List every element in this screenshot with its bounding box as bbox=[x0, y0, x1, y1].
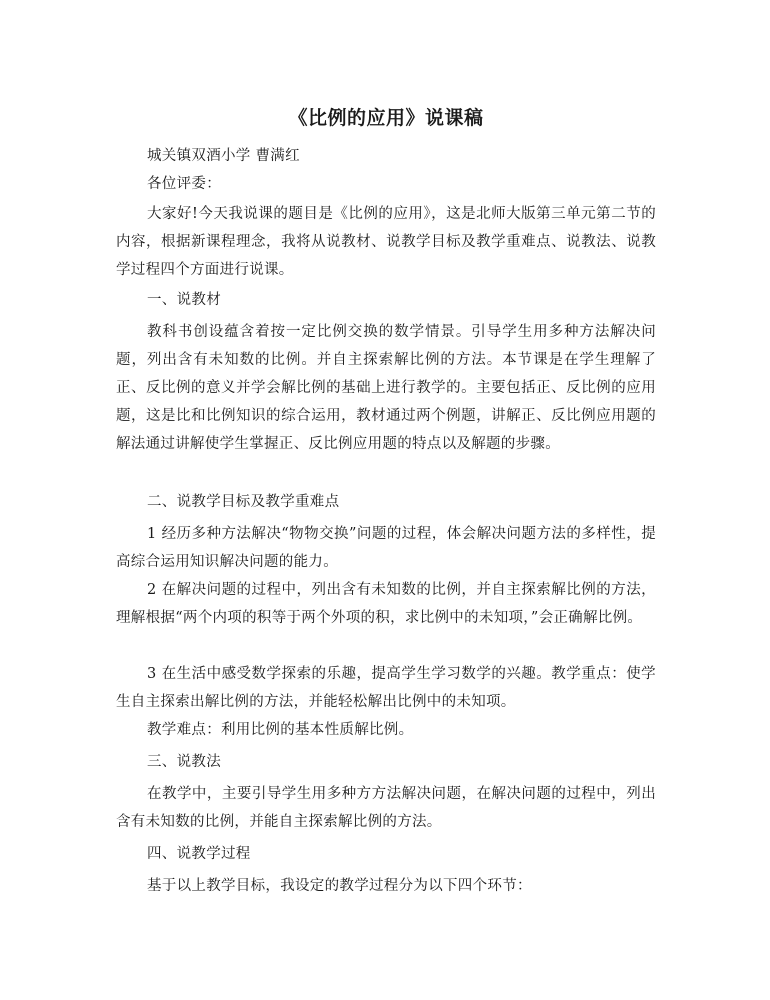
objective-2: 2 在解决问题的过程中，列出含有未知数的比例，并自主探索解比例的方法，理解根据“两个内项的积等于两个外项的积，求比例中的未知项，”会正确解比例。 bbox=[116, 582, 656, 626]
document-title: 《比例的应用》说课稿 bbox=[288, 107, 484, 129]
section-heading-textbook: 一、说教材 bbox=[147, 292, 221, 308]
author-line: 城关镇双酒小学 曹满红 bbox=[147, 148, 300, 164]
section-heading-methods: 三、说教法 bbox=[147, 754, 221, 770]
textbook-paragraph: 教科书创设蕴含着按一定比例交换的数学情景。引导学生用多种方法解决问题，列出含有未知数的比例。并自主探索解比例的方法。本节课是在学生理解了正、反比例的意义并学会解比例的基础上进行教学的。主要包括正、反比例的应用题，这是比和比例知识的综合运用，教材通过两个例题，讲解正、反比例应用题的解法通过讲解使学生掌握正、反比例应用题的特点以及解题的步骤。 bbox=[116, 324, 656, 452]
objective-3: 3 在生活中感受数学探索的乐趣，提高学生学习数学的兴趣。教学重点：使学生自主探索出解比例的方法，并能轻松解出比例中的未知项。 bbox=[116, 666, 656, 710]
objective-1: 1 经历多种方法解决“物物交换”问题的过程，体会解决问题方法的多样性，提高综合运用知识解决问题的能力。 bbox=[116, 526, 656, 570]
section-heading-objectives: 二、说教学目标及教学重难点 bbox=[147, 494, 340, 510]
process-paragraph: 基于以上教学目标，我设定的教学过程分为以下四个环节： bbox=[147, 878, 532, 894]
methods-paragraph: 在教学中，主要引导学生用多种方方法解决问题，在解决问题的过程中，列出含有未知数的比例，并能自主探索解比例的方法。 bbox=[116, 786, 656, 830]
teaching-difficulty: 教学难点：利用比例的基本性质解比例。 bbox=[147, 722, 414, 738]
greeting: 各位评委： bbox=[147, 176, 221, 192]
section-heading-process: 四、说教学过程 bbox=[147, 846, 251, 862]
intro-paragraph: 大家好!今天我说课的题目是《比例的应用》，这是北师大版第三单元第二节的内容，根据新课程理念，我将从说教材、说教学目标及教学重难点、说教法、说教学过程四个方面进行说课。 bbox=[116, 206, 656, 278]
